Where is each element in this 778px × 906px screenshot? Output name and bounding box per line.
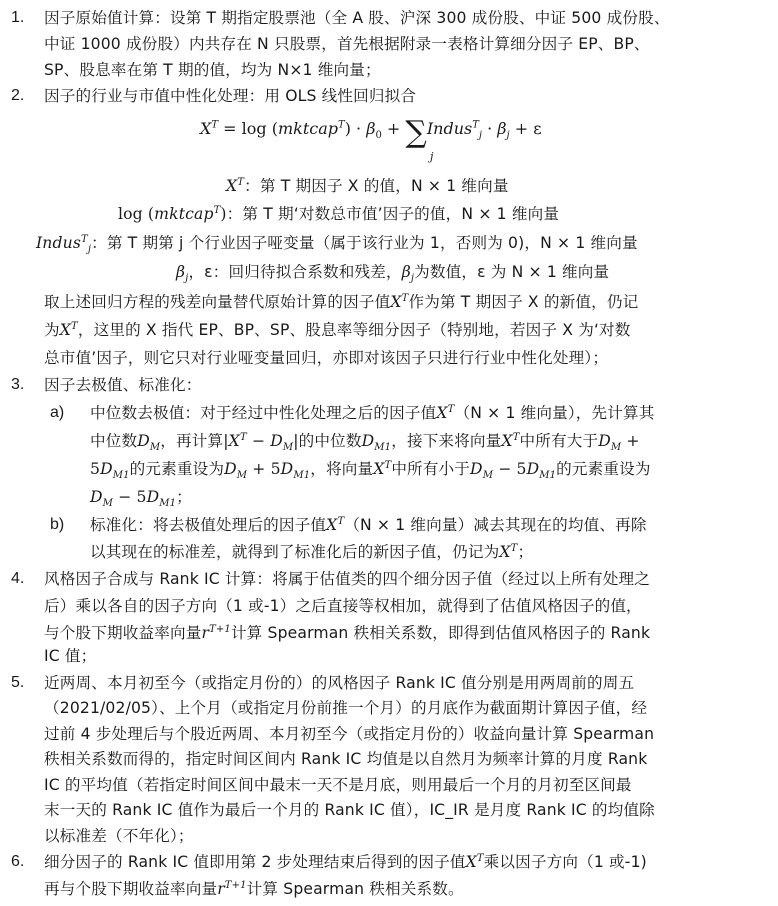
item-5-line-2: （2021/02/05）、上个月（或指定月份前推一个月）的月底作为截面期计算因子值，经: [44, 699, 648, 717]
item-1-line-3: SP、股息率在第 T 期的值，均为 N×1 维向量；: [44, 61, 381, 79]
item-3b-line-1: 标准化：将去极值处理后的因子值$X^T(N \times 1$ 维向量）减去其现在的均值、再除: [90, 515, 647, 534]
definition-xt: $X^T$：第 T 期因子 X 的值，N × 1 维向量: [226, 176, 509, 195]
item-1-line-2: 中证 1000 成份股）内共存在 N 只股票，首先根据附录一表格计算细分因子 EP、BP、: [44, 35, 650, 53]
item-3a-line-1: 中位数去极值：对于经过中性化处理之后的因子值$X^T(N \times 1$ 维向量），先计算其: [90, 403, 655, 422]
item-5-number: 5.: [11, 674, 25, 691]
item-3a-line-3: $5D_{M1}$的元素重设为$D_M + 5D_{M1}$，将向量$X^T$中所有小于$D_M - 5D_{M1}$的元素重设为: [90, 459, 651, 482]
item-5-line-6: 末一天的 Rank IC 值作为最后一个月的 Rank IC 值），IC_IR 是月度 Rank IC 的均值除: [44, 801, 655, 819]
item-1-line-1: 因子原始值计算：设第 T 期指定股票池（全 A 股、沪深 300 成份股、中证 500 成份股、: [44, 9, 670, 27]
regression-formula: $X^T = \log$ (mktcap$^T$) · $\beta_0$ + ∑Indus$^T_j$ · $\beta_j + \varepsilon$: [200, 115, 542, 150]
item-1-number: 1.: [11, 9, 25, 26]
item-3b-label: b): [50, 516, 65, 533]
item-3a-label: a): [50, 404, 65, 421]
item-4-line-1: 风格因子合成与 Rank IC 计算：将属于估值类的四个细分因子值（经过以上所有处理之: [44, 570, 650, 588]
item-6-line-2: 再与个股下期收益率向量$r^{T+1}$计算 Spearman 秩相关系数。: [44, 879, 464, 898]
item-5-line-1: 近两周、本月初至今（或指定月份的）的风格因子 Rank IC 值分别是用两周前的周五: [44, 674, 635, 692]
item-4-line-4: IC 值；: [44, 647, 97, 665]
item-2-para-line-3: 总市值’因子，则它只对行业哑变量回归，亦即对该因子只进行行业中性化处理）；: [44, 349, 609, 367]
item-4-line-2: 后）乘以各自的因子方向（1 或-1）之后直接等权相加，就得到了估值风格因子的值，: [44, 597, 642, 615]
item-3-title: 因子去极值、标准化：: [44, 376, 202, 394]
definition-indus: Indus$^T_j$：第 T 期第 j 个行业因子哑变量（属于该行业为 1，否则为 0)，N × 1 维向量: [36, 233, 638, 256]
item-5-line-3: 过前 4 步处理后与个股近两周、本月初至今（或指定月份的）收益向量计算 Spearman: [44, 725, 655, 743]
item-5-line-5: IC 的平均值（若指定时间区间中最末一天不是月底，则用最后一个月的月初至区间最: [44, 776, 632, 794]
item-3-number: 3.: [11, 376, 25, 393]
item-2-para-line-1: 取上述回归方程的残差向量替代原始计算的因子值$X^T$作为第 T 期因子 X 的新值，仍记: [44, 292, 639, 311]
definition-log-mktcap: log (mktcap$^T$)：第 T 期‘对数总市值’因子的值，N × 1 维向量: [118, 204, 560, 223]
item-3a-line-4: $D_M - 5D_{M1}$；: [90, 488, 192, 510]
methodology-document: 1. 因子原始值计算：设第 T 期指定股票池（全 A 股、沪深 300 成份股、中证 500 成份股、 中证 1000 成份股）内共存在 N 只股票，首先根据附录一表格计算细分因子 EP、BP、 SP、股息率在第 T 期的值，均为 N×1 维向量； 2. 因子的行业与市值中性化处理：用 OLS 线性回归拟合 $X^T = \log$ (mktcap$^T$) · $\beta_0$ + ∑Indus$^T_j$ · $\beta_j + \varepsilon$ j $X^T$：第 T 期因子 X 的值，N × 1 维向量 log (mktcap$^T$)：第 T 期‘对数总市值’因子的值，N × 1 维向量 Indus$^T_j$：第 T 期第 j 个行业因子哑变量（属于该行业为 1，否则为 0)，N × 1 维向量 $\beta_j$，ε：回归待拟合系数和残差，$\beta_j$为数值，ε 为 N × 1 维向量 取上述回归方程的残差向量替代原始计算的因子值$X^T$作为第 T 期因子 X 的新值，仍记 为$X^T$，这里的 X 指代 EP、BP、SP、股息率等细分因子（特别地，若因子 X 为‘对数 总市值’因子，则它只对行业哑变量回归，亦即对该因子只进行行业中性化处理）； 3. 因子去极值、标准化： a) 中位数去极值：对于经过中性化处理之后的因子值$X^T(N \times 1$ 维向量），先计算其 中位数$D_M$，再计算$|X^T - D_M|$的中位数$D_{M1}$，接下来将向量$X^T$中所有大于$D_M$ + $5D_{M1}$的元素重设为$D_M + 5D_{M1}$，将向量$X^T$中所有小于$D_M - 5D_{M1}$的元素重设为 $D_M - 5D_{M1}$； b) 标准化：将去极值处理后的因子值$X^T(N \times 1$ 维向量）减去其现在的均值、再除 以其现在的标准差，就得到了标准化后的新因子值，仍记为$X^T$； 4. 风格因子合成与 Rank IC 计算：将属于估值类的四个细分因子值（经过以上所有处理之 后）乘以各自的因子方向（1 或-1）之后直接等权相加，就得到了估值风格因子的值， 与个股下期收益率向量$r^{T+1}$计算 Spearman 秩相关系数，即得到估值风格因子的 Rank IC 值； 5. 近两周、本月初至今（或指定月份的）的风格因子 Rank IC 值分别是用两周前的周五 （2021/02/05）、上个月（或指定月份前推一个月）的月底作为截面期计算因子值，经 过前 4 步处理后与个股近两周、本月初至今（或指定月份的）收益向量计算 Spearman 秩相关系数而得的，指定时间区间内 Rank IC 均值是以自然月为频率计算的月度 Rank IC 的平均值（若指定时间区间中最末一天不是月底，则用最后一个月的月初至区间最 末一天的 Rank IC 值作为最后一个月的 Rank IC 值），IC_IR 是月度 Rank IC 的均值除 以标准差（不年化）； 6. 细分因子的 Rank IC 值即用第 2 步处理结束后得到的因子值$X^T$乘以因子方向（1 或-1) 再与个股下期收益率向量$r^{T+1}$计算 Spearman 秩相关系数。: [11, 9, 670, 898]
item-5-line-4: 秩相关系数而得的，指定时间区间内 Rank IC 均值是以自然月为频率计算的月度 Rank: [44, 750, 648, 768]
item-3a-line-2: 中位数$D_M$，再计算$|X^T - D_M|$的中位数$D_{M1}$，接下来将向量$X^T$中所有大于$D_M$ +: [90, 431, 640, 454]
item-2-number: 2.: [11, 87, 25, 104]
item-4-number: 4.: [11, 570, 25, 587]
item-4-line-3: 与个股下期收益率向量$r^{T+1}$计算 Spearman 秩相关系数，即得到估值风格因子的 Rank: [44, 623, 651, 642]
item-2-line-1: 因子的行业与市值中性化处理：用 OLS 线性回归拟合: [44, 87, 417, 105]
item-2-para-line-2: 为$X^T$，这里的 X 指代 EP、BP、SP、股息率等细分因子（特别地，若因子 X 为‘对数: [44, 320, 631, 339]
item-6-line-1: 细分因子的 Rank IC 值即用第 2 步处理结束后得到的因子值$X^T$乘以因子方向（1 或-1): [44, 852, 647, 871]
definition-beta-epsilon: $\beta_j$，ε：回归待拟合系数和残差，$\beta_j$为数值，ε 为 N × 1 维向量: [176, 263, 610, 285]
item-6-number: 6.: [11, 853, 25, 870]
item-5-line-7: 以标准差（不年化）；: [44, 827, 194, 845]
item-3b-line-2: 以其现在的标准差，就得到了标准化后的新因子值，仍记为$X^T$；: [90, 542, 534, 561]
